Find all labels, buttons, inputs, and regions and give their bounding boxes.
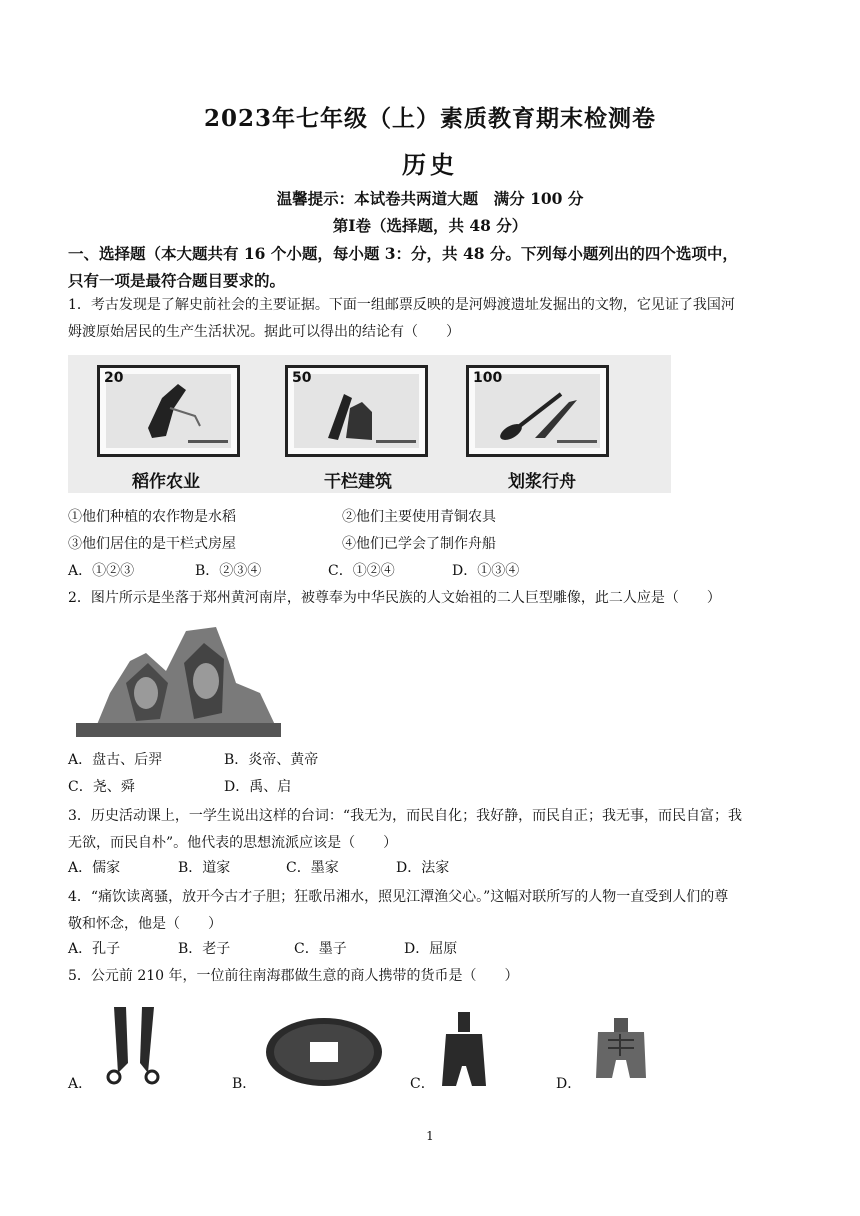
option-a: A．	[68, 1076, 93, 1092]
beam-icon	[288, 368, 425, 454]
question-2-stem: 2．图片所示是坐落于郑州黄河南岸，被尊奉为中华民族的人文始祖的二人巨型雕像，此二人应是（ ）	[68, 590, 721, 606]
question-3-line1: 3．历史活动课上，一学生说出这样的台词：“我无为，而民自化；我好静，而民自正；我无事，而民自富；我	[68, 808, 743, 824]
option-d: D．法家	[396, 860, 450, 876]
stamp-value: 100	[473, 370, 503, 386]
stamp-value: 50	[292, 370, 312, 386]
knife-coin-icon	[96, 1003, 176, 1087]
option-a: A．盘古、后羿	[68, 752, 163, 768]
stamp-caption: 稻作农业	[132, 472, 200, 492]
section-heading	[68, 240, 798, 294]
option-d: D．禹、启	[224, 779, 292, 795]
option-c: C．墨家	[286, 860, 339, 876]
question-1-line2: 姆渡原始居民的生产生活状况。据此可以得出的结论有（ ）	[68, 324, 460, 340]
question-4-line2: 敬和怀念，他是（ ）	[68, 916, 222, 932]
option-b: B．	[232, 1076, 257, 1092]
statement-1: ①他们种植的农作物是水稻	[68, 509, 236, 525]
round-coin-icon	[262, 1014, 386, 1090]
stamp-caption: 干栏建筑	[324, 472, 392, 492]
section-heading-line2: 只有一项是最符合题目要求的。	[68, 271, 286, 290]
shovel-coin-icon	[590, 1016, 652, 1082]
question-3-stem	[68, 803, 798, 857]
paddle-icon	[469, 368, 606, 454]
page-number: 1	[426, 1129, 434, 1143]
exam-tip: 温馨提示：本试卷共两道大题 满分 100 分	[276, 189, 584, 208]
option-b: B．炎帝、黄帝	[224, 752, 319, 768]
question-1-line1: 1．考古发现是了解史前社会的主要证据。下面一组邮票反映的是河姆渡遗址发掘出的文物，它见证了我国河	[68, 297, 735, 313]
question-3-line2: 无欲，而民自朴”。他代表的思想流派应该是（ ）	[68, 835, 398, 851]
spade-coin-icon	[436, 1010, 492, 1090]
option-d: D．	[556, 1076, 582, 1092]
stamp-caption: 划浆行舟	[508, 472, 576, 492]
question-4-line1: 4．“痛饮读离骚，放开今古才子胆；狂歌吊湘水，照见江潭渔父心。”这幅对联所写的人物一直受到人们的尊	[68, 889, 729, 905]
option-c: C．①②④	[328, 563, 395, 579]
option-a: A．儒家	[68, 860, 121, 876]
hoe-icon	[100, 368, 237, 454]
option-b: B．老子	[178, 941, 231, 957]
option-d: D．屈原	[404, 941, 458, 957]
statue-image	[76, 623, 281, 737]
question-5-stem: 5．公元前 210 年，一位前往南海郡做生意的商人携带的货币是（ ）	[68, 968, 519, 984]
part-heading: 第Ⅰ卷（选择题，共 48 分）	[332, 216, 528, 235]
stamp-stilt-house	[285, 365, 428, 457]
option-c: C．	[410, 1076, 435, 1092]
exam-title: 2023年七年级（上）素质教育期末检测卷	[203, 105, 656, 132]
option-a: A．孔子	[68, 941, 121, 957]
subject-title: 历史	[402, 150, 458, 179]
option-a: A．①②③	[68, 563, 135, 579]
option-c: C．尧、舜	[68, 779, 135, 795]
option-c: C．墨子	[294, 941, 347, 957]
statement-3: ③他们居住的是干栏式房屋	[68, 536, 236, 552]
stamps-image	[68, 355, 671, 493]
stamp-rice-farming	[97, 365, 240, 457]
option-b: B．②③④	[195, 563, 262, 579]
statement-4: ④他们已学会了制作舟船	[342, 536, 496, 552]
option-d: D．①③④	[452, 563, 520, 579]
question-1-stem	[68, 292, 798, 346]
option-b: B．道家	[178, 860, 231, 876]
statement-2: ②他们主要使用青铜农具	[342, 509, 496, 525]
question-4-stem	[68, 884, 798, 938]
stamp-value: 20	[104, 370, 124, 386]
section-heading-line1: 一、选择题（本大题共有 16 个小题，每小题 3：分，共 48 分。下列每小题列出的四个选项中，	[68, 244, 738, 263]
stamp-paddle-boat	[466, 365, 609, 457]
